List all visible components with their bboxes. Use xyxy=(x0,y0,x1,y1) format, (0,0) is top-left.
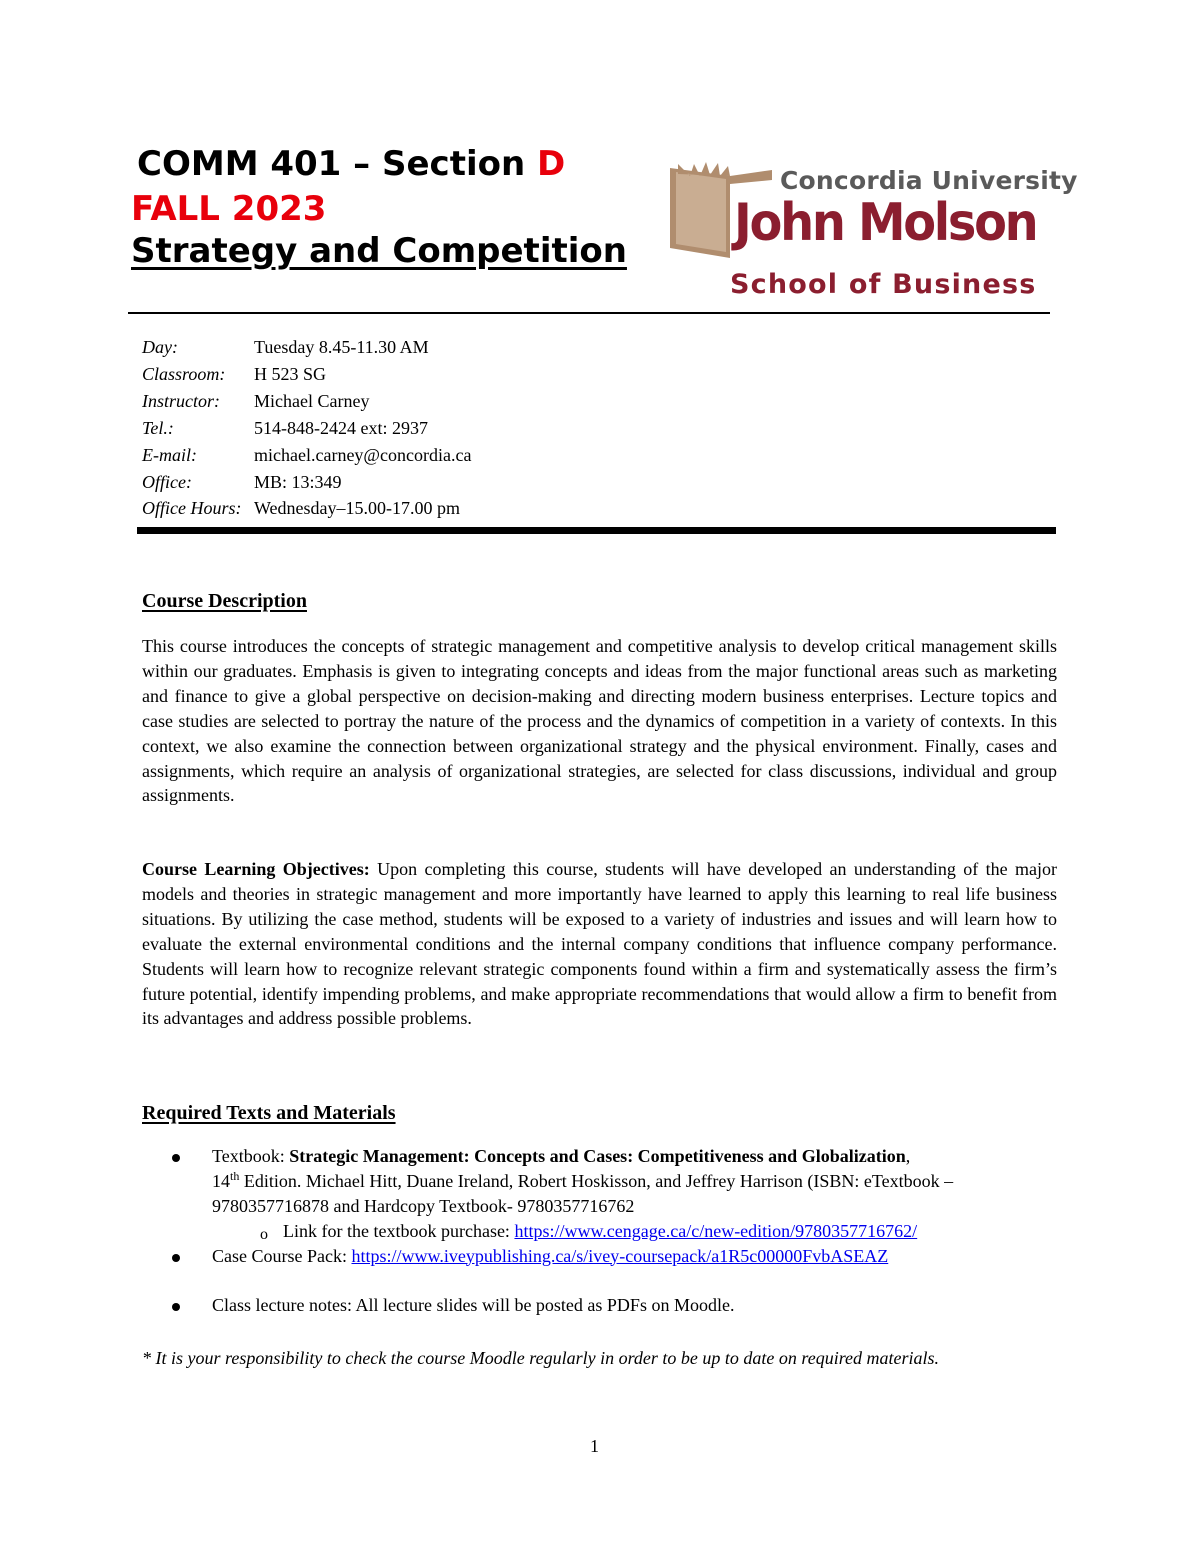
info-row xyxy=(142,361,471,388)
textbook-purchase-link[interactable]: https://www.cengage.ca/c/new-edition/9780357716762/ xyxy=(514,1220,918,1241)
course-code: COMM 401 – Section xyxy=(137,144,538,184)
bullet-icon xyxy=(172,1303,180,1311)
learning-objectives xyxy=(142,857,1057,1031)
course-code-heading xyxy=(137,144,566,184)
info-value: Wednesday–15.00-17.00 pm xyxy=(254,498,461,519)
list-item xyxy=(142,1144,1062,1244)
required-materials-heading: Required Texts and Materials xyxy=(142,1102,396,1124)
textbook-comma: , xyxy=(905,1146,911,1166)
edition-suffix: th xyxy=(230,1168,240,1183)
coursepack-link[interactable]: https://www.iveypublishing.ca/s/ivey-coursepack/a1R5c00000FvbASEAZ xyxy=(351,1245,889,1266)
jmsb-logo xyxy=(668,162,1078,300)
info-label: E-mail: xyxy=(142,444,197,465)
circle-bullet-icon: o xyxy=(260,1225,268,1243)
info-row xyxy=(142,495,471,522)
page-number: 1 xyxy=(590,1436,599,1456)
header-divider xyxy=(128,312,1050,314)
term-heading: FALL 2023 xyxy=(131,189,327,229)
bullet-icon xyxy=(172,1254,180,1262)
section-letter: D xyxy=(537,144,566,184)
logo-school-sub: School of Business xyxy=(730,269,1037,300)
info-value: MB: 13:349 xyxy=(254,471,342,492)
sub-list-item xyxy=(212,1219,1062,1244)
info-label: Office: xyxy=(142,471,192,492)
course-title: Strategy and Competition xyxy=(131,231,627,271)
coursepack-label: Case Course Pack: xyxy=(212,1245,352,1266)
info-value: Tuesday 8.45-11.30 AM xyxy=(254,337,429,357)
required-materials-list xyxy=(142,1144,1062,1318)
info-row xyxy=(142,334,471,361)
logo-university: Concordia University xyxy=(780,166,1078,195)
textbook-link-label: Link for the textbook purchase: xyxy=(283,1220,515,1241)
info-label: Instructor: xyxy=(142,390,220,411)
textbook-title: Strategic Management: Concepts and Cases: Competitiveness and Globalization xyxy=(289,1146,906,1166)
list-item xyxy=(142,1244,1062,1269)
info-label: Classroom: xyxy=(142,363,226,384)
info-value: 514-848-2424 ext: 2937 xyxy=(254,417,428,438)
objectives-label: Course Learning Objectives: xyxy=(142,859,370,879)
course-description-text: This course introduces the concepts of strategic management and competitive analysis to develop critical management skills within our graduates. Emphasis is given to integrating concepts and ideas from the major functional areas such as marketing and finance to give a global perspective on decision-making and directing modern business enterprises. Lecture topics and case studies are selected to portray the nature of the process and the dynamics of competition in a variety of contexts. In this context, we also examine the connection between organizational strategy and the physical environment. Finally, cases and assignments, which require an analysis of organizational strategies, are selected for class discussions, individual and group assignments. xyxy=(142,636,1057,806)
list-item xyxy=(142,1293,1062,1318)
info-divider xyxy=(137,527,1056,534)
info-row xyxy=(142,469,471,496)
edition-number: 14 xyxy=(212,1170,230,1191)
bullet-icon xyxy=(172,1154,180,1162)
objectives-text: Upon completing this course, students will have developed an understanding of the major models and theories in strategic management and more importantly have learned to apply this learning to real life business situations. By utilizing the case method, students will be exposed to a variety of industries and issues and will learn how to evaluate the external environmental conditions and the internal company conditions that influence company performance. Students will learn how to recognize relevant strategic components found within a firm and systematically assess the firm’s future potential, identify impending problems, and make appropriate recommendations that would allow a firm to benefit from its advantages and address possible problems. xyxy=(142,859,1058,1029)
logo-school-name: John Molson xyxy=(734,193,1037,253)
info-row xyxy=(142,415,471,442)
info-value: Michael Carney xyxy=(254,390,370,411)
lecture-notes-text: Class lecture notes: All lecture slides will be posted as PDFs on Moodle. xyxy=(212,1295,735,1316)
info-row xyxy=(142,388,471,415)
instructor-email: michael.carney@concordia.ca xyxy=(254,444,472,465)
textbook-details: Edition. Michael Hitt, Duane Ireland, Robert Hoskisson, and Jeffrey Harrison (ISBN: eTextbook – 9780357716878 and Hardcopy Textbook- 9780357716762 xyxy=(212,1170,954,1216)
textbook-prefix: Textbook: xyxy=(212,1146,290,1166)
moodle-note: * It is your responsibility to check the course Moodle regularly in order to be up to date on required materials. xyxy=(142,1348,940,1368)
info-label: Tel.: xyxy=(142,417,174,438)
info-row xyxy=(142,442,471,469)
info-label: Office Hours: xyxy=(142,498,242,519)
course-info xyxy=(142,334,471,522)
course-description-heading: Course Description xyxy=(142,590,307,612)
info-label: Day: xyxy=(142,337,178,357)
info-value: H 523 SG xyxy=(254,363,327,384)
